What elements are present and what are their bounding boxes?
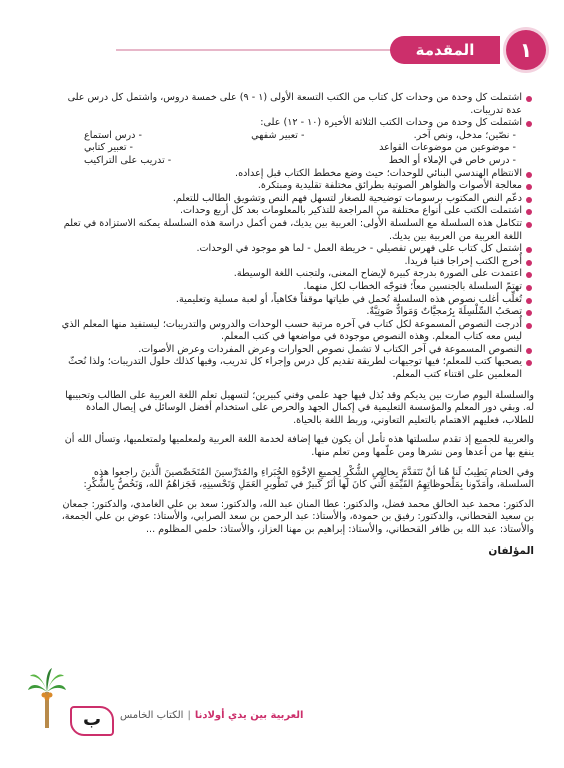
list-item: اشتملت الكتب على أنواع مختلفة من المراجعة للتذكير بالمعلومات بعد كل أربع وحدات. [54,205,534,218]
list-item: تُغلِّب أغلب نصوص هذه السلسلة تُحمل في طياتها موقفاً فكاهياً، أو لعبة مسلية وتعليمية. [54,294,534,307]
sub-item: - موضوعين من موضوعات القواعد [379,142,516,154]
list-item: تتكامل هذه السلسلة مع السلسلة الأولى: العربية بين يديك، فمن أكمل دراسة هذه السلسلة يمكنه الاستزادة في تعلم اللغة العربية من العربية بين يديك. [54,218,534,243]
header-divider [116,49,396,51]
page-number: ب [70,706,114,736]
page-footer [28,698,328,738]
list-item-text: اشتملت كل وحدة من وحدات الكتب الثلاثة الأخيرة (١٠ - ١٢) على: [260,117,522,129]
palm-tree-icon [28,668,66,730]
list-item: معالجة الأصوات والظواهر الصوتية بطرائق مختلفة تقليدية ومبتكرة. [54,180,534,193]
sub-item: - تعبير شفهي [251,129,305,141]
introduction-content [54,92,534,557]
sub-item: - درس خاص في الإملاء أو الخط [388,154,516,166]
footer-title [120,710,303,721]
chapter-number: ١ [506,30,546,70]
chapter-title: المقدمة [390,36,500,64]
sub-item: - تدريب على التراكيب [84,154,172,166]
sub-row [54,142,522,155]
sub-item: - نصّين؛ مدخل، ونص آخر. [413,129,516,141]
paragraph: والعربية للجميع إذ تقدم سلسلتها هذه تأمل أن يكون فيها إضافة لخدمة اللغة العربية ولمعلميها ولمتعلميها، وتسأل الله أن ينفع بها من أعدها ومن نشرها ومن علّمها ومن تعلم منها. [64,434,534,459]
list-item: أُدرجت النصوص المسموعة لكل كتاب في آخره مرتبة حسب الوحدات والدروس والتدريبات؛ ليستفيد منها المعلم الذي ليس معه كتاب المعلم. وهذه النصوص موجودة في مواضعها في كتب المعلم. [54,319,534,344]
list-item: يصحبها كتب للمعلم؛ فيها توجيهات لطريقة تقديم كل درس وإجراء كل تدريب، وفيها كذلك حلول التدريبات؛ ولذا نُحثّ المعلمين على اقتناء كتب المعلم. [54,356,534,381]
list-item: اشتملت كل وحدة من وحدات كل كتاب من الكتب التسعة الأولى (١ - ٩) على خمسة دروس، واشتمل كل درس على عدة تدريبات. [54,92,534,117]
paragraph: والسلسلة اليوم صارت بين يديكم وقد بُذل فيها جهد علمي وفني كبيرين؛ لتسهيل تعلم اللغة العربية على الطالب وتحبيبها له. وبقي دور المعلم والمؤسسة التعليمية في إكمال الجهد والحرص على استخدام أفضل الوسائل في إيصال المادة للطلاب، فعليهم الاهتمام بالتعليم التعاوني، وربط اللغة بالحياة. [65,389,534,426]
list-item: تهتمّ السلسلة بالجنسين معاً؛ فتوجّه الخطاب لكل منهما. [54,281,534,294]
list-item: اعتمدت على الصورة بدرجة كبيرة لإيضاح المعنى، ولتجنب اللغة الوسيطة. [54,268,534,281]
sub-row [54,130,522,143]
paragraph: الدكتور: محمد عبد الخالق محمد فضل، والدكتور: عطا المنان عبد الله، والدكتور: سعد بن علي الغامدي، والدكتور: جمعان بن سعيد القحطاني، والدكتور: رفيق بن حمودة، والأستاذ: عبد الرحمن بن سعد الصرابي، والأستاذ: عوض بن علي الجمعة، والأستاذ: عبد الله بن ظافر القحطاني، والأستاذ: إبراهيم بن مهنا العزاز، والأستاذ: حلمي المظلوم ... [61,498,534,535]
paragraph: وفي الختام يَطِيبُ لَنا هُنا أنْ نَتَقدَّمَ بِخالِصِ الشُّكْرِ لِجميعِ الإخْوَةِ الخُبَراءِ والمُدَرِّسينَ المُتَخَصِّصينَ الَّذينَ راجعوا هذه السلسلة، وأمَدّونا بِمَلْحوظاتِهِمُ القَيِّمَةِ الَّتي كانَ لَها أثَرٌ كَبيرٌ في تَطْويرِ العَمَلِ وَتَحْسينِهِ، فَجَزاهُمُ الله، وَنَخُصُّ بِالشُّكْرِ: [83,466,534,491]
list-item: النصوص المسموعة في آخر الكتاب لا تشمل نصوص الحوارات وعرض المفردات وعرض الأصوات. [54,344,534,357]
list-item: تصحَبُ السِّلْسِلَةَ بِرُمجيَّاتٌ وَمَوادٌّ صَوتِيَّةٌ. [54,306,534,319]
book-name: الكتاب الخامس [120,710,184,721]
list-item: الانتظام الهندسي البنائي للوحدات؛ حيث وضع مخطط الكتاب قبل إعداده. [54,168,534,181]
sub-item: - درس استماع [84,129,142,141]
footer-separator: | [187,710,191,721]
chapter-header [116,30,546,70]
authors-signature: المؤلفان [488,544,534,557]
list-item: أُخرج الكتب إخراجا فنيا فريدا. [54,256,534,269]
list-item: دعّم النص المكتوب برسومات توضيحية للصغار لتسهل فهم النص وتشويق الطالب للتعلم. [54,193,534,206]
sub-row [54,155,522,168]
closing-paragraphs [54,390,534,537]
list-item: اشتمل كل كتاب على فهرس تفصيلي - خريطة العمل - لما هو موجود في الوحدات. [54,243,534,256]
feature-list [54,92,534,382]
series-name: العربية بين يدي أولادنا [194,710,304,721]
list-item [54,117,534,167]
sub-item: - تعبير كتابي [84,142,133,154]
